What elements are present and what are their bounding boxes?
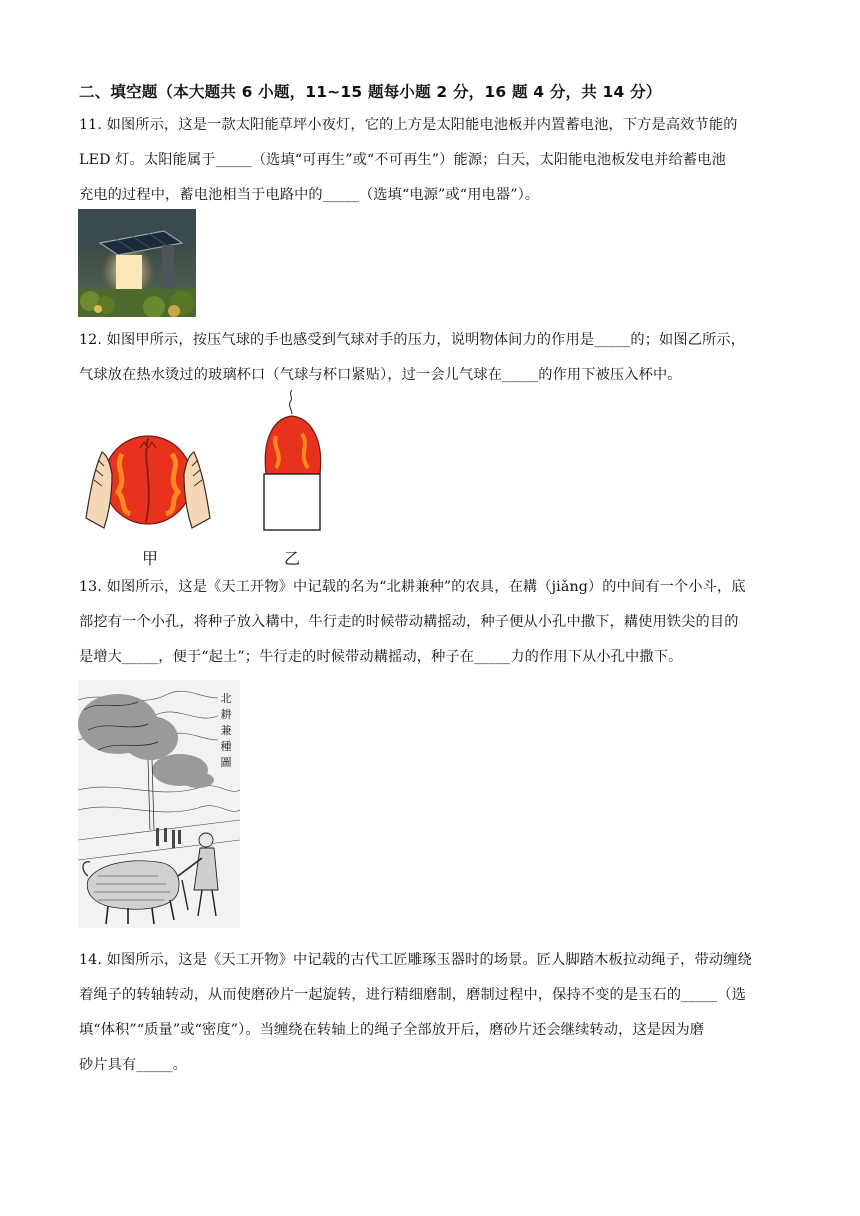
solar-lawn-lamp-image — [78, 209, 196, 317]
figure-title-char-3: 兼 — [220, 724, 232, 737]
q14-line-4: 砂片具有_____。 — [79, 1057, 187, 1073]
q12-line-2: 气球放在热水烫过的玻璃杯口（气球与杯口紧贴），过一会儿气球在_____的作用下被压入杯中。 — [79, 367, 682, 383]
q12-line-1: 12. 如图甲所示，按压气球的手也感受到气球对手的压力，说明物体间力的作用是_____的；如图乙所示， — [79, 332, 746, 348]
q13-line-3: 是增大_____，便于“起土”；牛行走的时候带动耩摇动，种子在_____力的作用下从小孔中撒下。 — [79, 649, 683, 665]
q13-line-1: 13. 如图所示，这是《天工开物》中记载的名为“北耕兼种”的农具，在耩（jiǎng）的中间有一个小斗，底 — [79, 579, 746, 595]
q13-line-2: 部挖有一个小孔，将种子放入耩中，牛行走的时候带动耩摇动，种子便从小孔中撒下，耩使用铁尖的目的 — [79, 614, 739, 630]
q11-line-2: LED 灯。太阳能属于_____（选填“可再生”或“不可再生”）能源；白天，太阳能电池板发电并给蓄电池 — [79, 152, 726, 168]
tiangong-kaiwu-ox-plow-illustration — [78, 680, 240, 928]
balloon-pressed-by-hands-figure — [84, 430, 212, 530]
figure-caption-yi: 乙 — [284, 549, 301, 568]
figure-title-char-5: 圖 — [220, 756, 232, 769]
figure-title-char-4: 種 — [220, 740, 232, 753]
section-heading: 二、填空题（本大题共 6 小题，11~15 题每小题 2 分，16 题 4 分，共 14 分） — [79, 83, 662, 101]
q14-line-2: 着绳子的转轴转动，从而使磨砂片一起旋转，进行精细磨制，磨制过程中，保持不变的是玉石的_____（选 — [79, 987, 747, 1003]
figure-title-char-2: 耕 — [220, 708, 232, 721]
figure-title-char-1: 北 — [220, 692, 232, 705]
q11-line-3: 充电的过程中，蓄电池相当于电路中的_____（选填“电源”或“用电器”）。 — [79, 187, 540, 203]
q14-line-3: 填“体积”“质量”或“密度”）。当缠绕在转轴上的绳子全部放开后，磨砂片还会继续转动，这是因为磨 — [79, 1022, 705, 1038]
q14-line-1: 14. 如图所示，这是《天工开物》中记载的古代工匠雕琢玉器时的场景。匠人脚踏木板拉动绳子，带动缠绕 — [79, 952, 752, 968]
q11-line-1: 11. 如图所示，这是一款太阳能草坪小夜灯，它的上方是太阳能电池板并内置蓄电池，下方是高效节能的 — [79, 117, 738, 133]
balloon-on-cup-figure — [262, 388, 324, 534]
figure-caption-jia: 甲 — [142, 549, 159, 568]
